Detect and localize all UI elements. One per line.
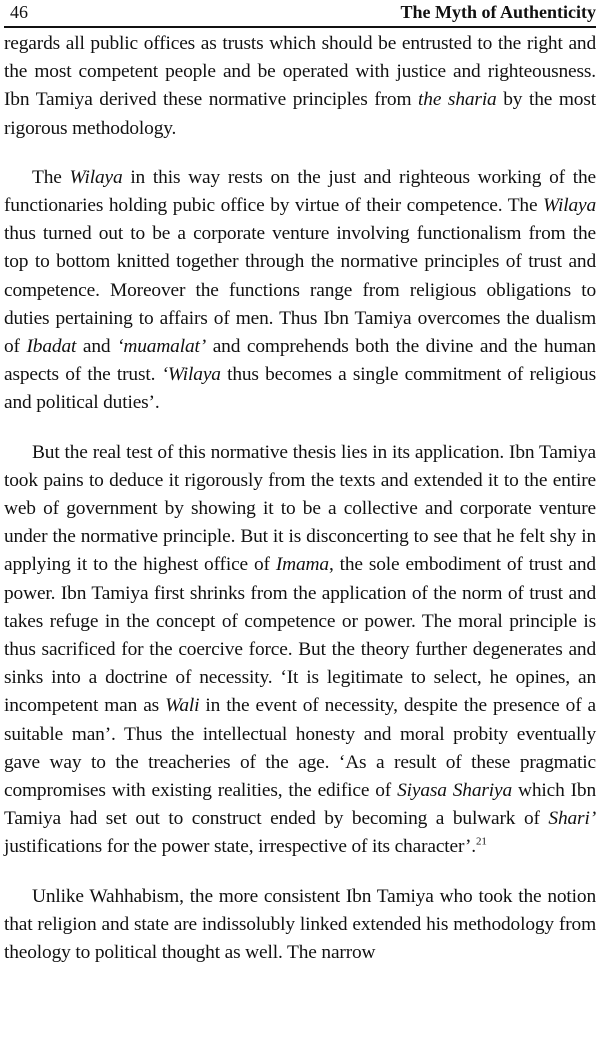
header-rule (4, 26, 596, 28)
running-head (4, 0, 596, 26)
page-number: 46 (10, 2, 28, 22)
text-run: regards all public offices as trusts which should be entrusted to the right and the most competent people and be operated with justice and righteousness. Ibn Tamiya derived these normative principles from (4, 33, 596, 111)
text-run: by the most rigorous methodology. (4, 89, 596, 139)
italic-term: ‘muamalat’ (117, 336, 207, 358)
italic-term: Ibadat (26, 336, 77, 358)
running-title: The Myth of Authenticity (400, 2, 596, 22)
text-run: which Ibn Tamiya had set out to construct ended by becoming a bulwark of (4, 780, 597, 830)
italic-term: Wilaya (69, 166, 123, 188)
text-run: and (76, 336, 118, 358)
italic-term: Shari’ (548, 808, 596, 830)
text-run: The (32, 166, 70, 188)
paragraph (4, 883, 596, 968)
italic-term: Wali (165, 695, 200, 717)
text-run: thus turned out to be a corporate venture involving functionalism from the top to bottom knitted together through the normative principles of trust and competence. Moreover the functions range from religious obligations to duties pertaining to affairs of men. Thus Ibn Tamiya overcomes the dualism of (4, 223, 596, 358)
text-run: , the sole embodiment of trust and power. Ibn Tamiya first shrinks from the application of the norm of trust and takes refuge in the concept of competence or power. The moral principle is thus sacrificed for the coercive force. But the theory further degenerates and sinks into a doctrine of necessity. ‘It is legitimate to select, he opines, an incompetent man as (4, 554, 596, 717)
italic-term: Siyasa Shariya (397, 780, 513, 802)
italic-term: the sharia (418, 89, 497, 111)
paragraph (4, 439, 596, 862)
paragraph (4, 164, 596, 418)
text-run: thus becomes a single commitment of religious and political duties’. (4, 364, 597, 414)
text-run: and comprehends both the divine and the human aspects of the trust. (4, 336, 596, 386)
text-run: in the event of necessity, despite the presence of a suitable man’. Thus the intellectual honesty and moral probity eventually gave way to the treacheries of the age. ‘As a result of these pragmatic compromises with existing realities, the edifice of (4, 695, 596, 802)
footnote-ref: 21 (476, 836, 487, 849)
text-run: in this way rests on the just and righteous working of the functionaries holding pubic office by virtue of their competence. The (4, 166, 596, 217)
text-run: justifications for the power state, irrespective of its character’. (4, 836, 477, 858)
italic-term: Imama (275, 554, 329, 576)
text-run: But the real test of this normative thesis lies in its application. Ibn Tamiya took pains to deduce it rigorously from the texts and extended it to the entire web of government by showing it to be a collective and corporate venture under the normative principle. But it is disconcerting to see that he felt shy in applying it to the highest office of (4, 441, 596, 576)
body-text (4, 30, 596, 967)
paragraph (4, 30, 596, 143)
italic-term: ‘Wilaya (161, 364, 221, 386)
italic-term: Wilaya (543, 195, 596, 217)
text-run: Unlike Wahhabism, the more consistent Ibn Tamiya who took the notion that religion and state are indissolubly linked extended his methodology from theology to political thought as well. The narrow (4, 885, 596, 964)
